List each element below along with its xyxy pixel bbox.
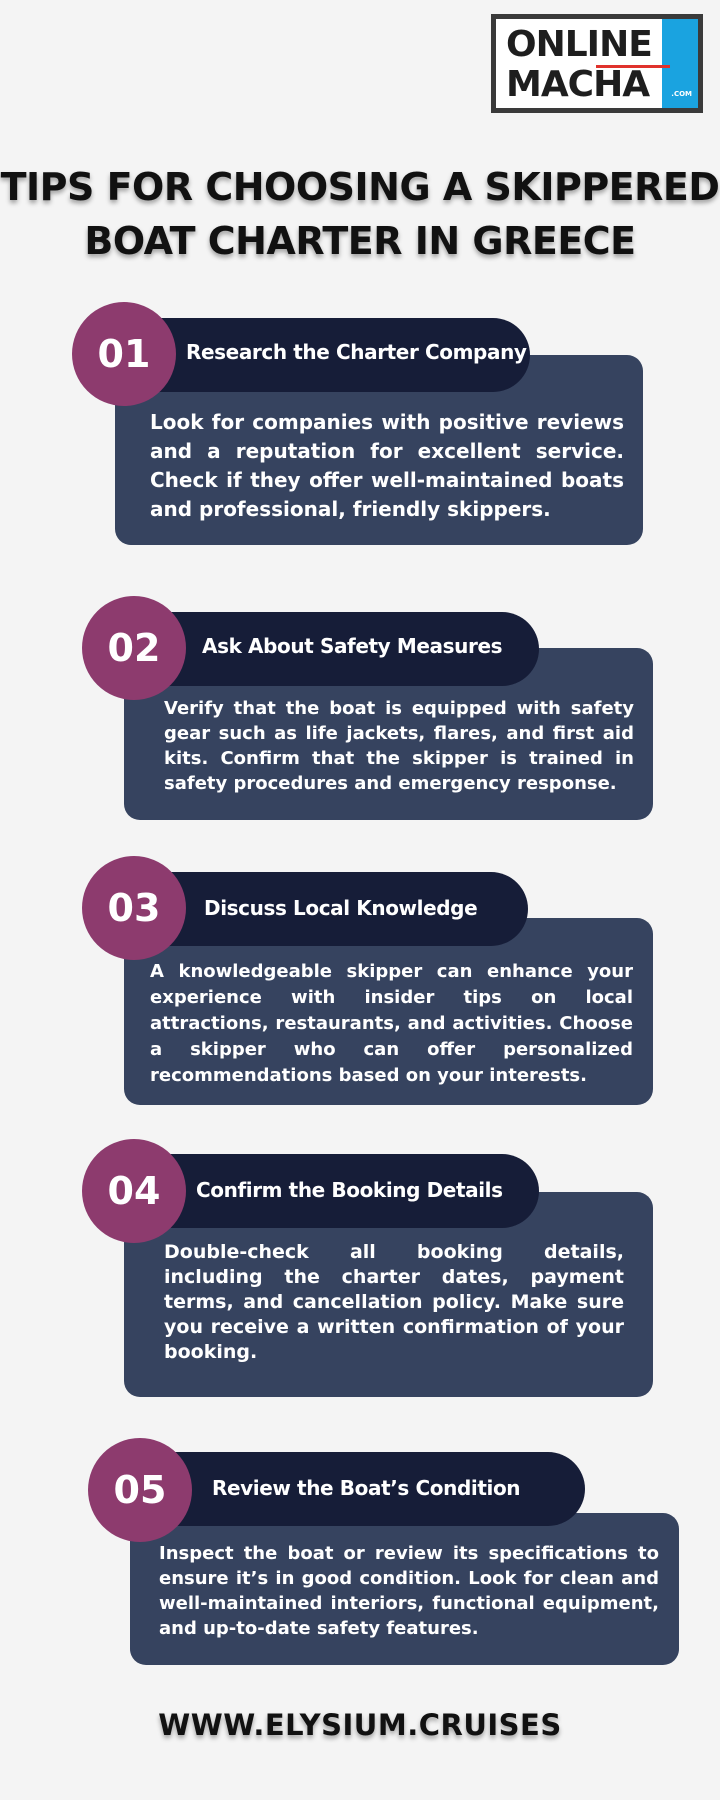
tip-02-heading: Ask About Safety Measures: [202, 634, 503, 658]
tip-01-text: Look for companies with positive reviews and a reputation for excellent service. Check if they offer well-maintained boats and professional, friendly skippers.: [150, 410, 624, 521]
tip-04-text: Double-check all booking details, including the charter dates, payment terms, and cancellation policy. Make sure you receive a written confirmation of your booking.: [164, 1241, 624, 1363]
tip-04-heading: Confirm the Booking Details: [196, 1178, 503, 1202]
tip-04-number-badge: 04: [82, 1139, 186, 1243]
tip-05-text: Inspect the boat or review its specifications to ensure it’s in good condition. Look for clean and well-maintained interiors, functional equipment, and up-to-date safety features.: [159, 1543, 659, 1639]
tip-05-heading: Review the Boat’s Condition: [212, 1476, 521, 1500]
tip-03-number-badge: 03: [82, 856, 186, 960]
title-line-2: BOAT CHARTER IN GREECE: [84, 219, 636, 263]
tip-01-number-badge: 01: [72, 302, 176, 406]
online-macha-logo: [491, 14, 703, 113]
title-line-1: TIPS FOR CHOOSING A SKIPPERED: [0, 165, 720, 209]
tip-02-text: Verify that the boat is equipped with safety gear such as life jackets, flares, and first aid kits. Confirm that the skipper is trained in safety procedures and emergency response.: [164, 698, 634, 794]
logo-suffix: .COM: [671, 90, 692, 98]
tip-05-number-badge: 05: [88, 1438, 192, 1542]
logo-line-2: MACHA: [506, 64, 650, 105]
tip-03-heading: Discuss Local Knowledge: [204, 896, 478, 920]
tip-02-number-badge: 02: [82, 596, 186, 700]
logo-line-1: ONLINE: [506, 24, 652, 65]
tip-03-text: A knowledgeable skipper can enhance your experience with insider tips on local attractions, restaurants, and activities. Choose a skipper who can offer personalized recommendations based on your interests.: [150, 961, 633, 1086]
page-title: [0, 160, 720, 268]
website-url: WWW.ELYSIUM.CRUISES: [158, 1708, 562, 1742]
tip-01-heading: Research the Charter Company: [186, 340, 527, 364]
